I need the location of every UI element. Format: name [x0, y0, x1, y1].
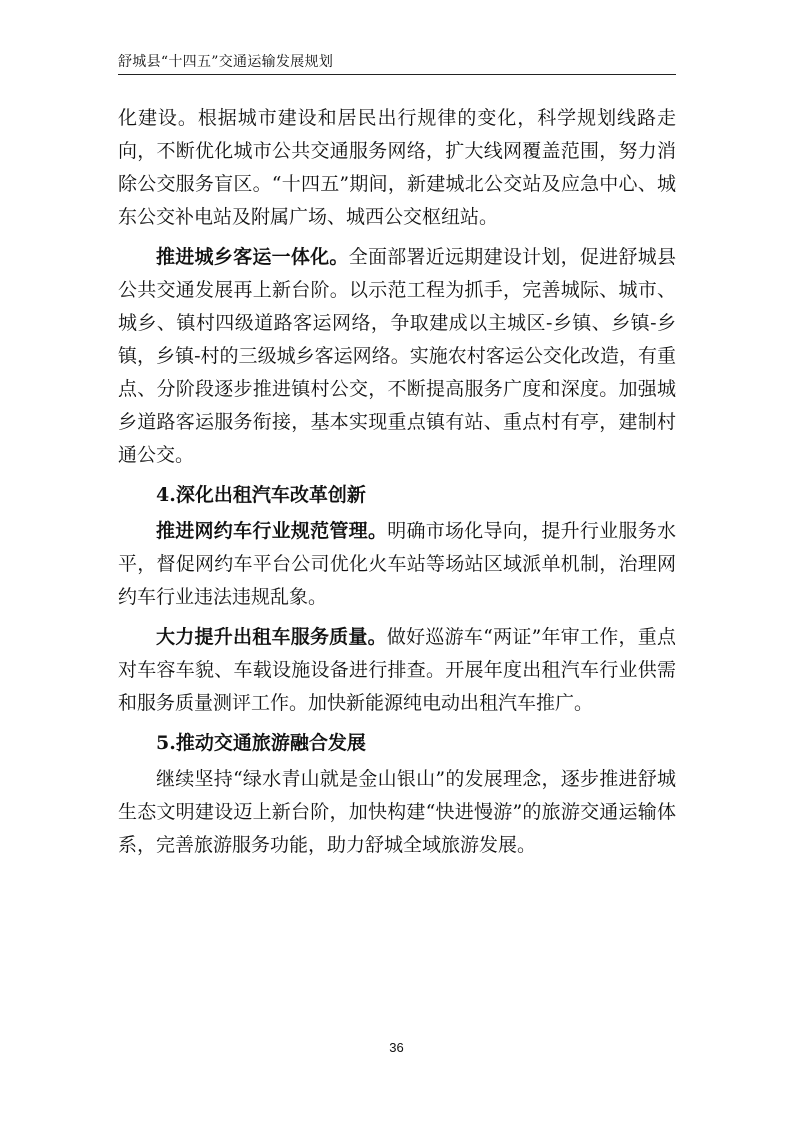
- paragraph-text: 继续坚持“绿水青山就是金山银山”的发展理念，逐步推进舒城生态文明建设迈上新台阶，加快构建“快进慢游”的旅游交通运输体系，完善旅游服务功能，助力舒城全域旅游发展。: [118, 768, 676, 856]
- paragraph-lead: 推进网约车行业规范管理。: [156, 520, 388, 542]
- paragraph-lead: 大力提升出租车服务质量。: [156, 626, 387, 648]
- paragraph-lead: 推进城乡客运一体化。: [156, 246, 349, 268]
- paragraph-text: 明确市场化导向，提升行业服务水平，督促网约车平台公司优化火车站等场站区域派单机制，治理网约车行业违法违规乱象。: [118, 520, 676, 608]
- paragraph-urban-rural-passenger: [118, 241, 676, 472]
- section-heading-tourism-integration: 5.推动交通旅游融合发展: [156, 732, 366, 754]
- paragraph-text: 做好巡游车“两证”年审工作，重点对车容车貌、车载设施设备进行排查。开展年度出租汽车行业供需和服务质量测评工作。加快新能源纯电动出租汽车推广。: [118, 626, 676, 714]
- paragraph-text: 全面部署近远期建设计划，促进舒城县公共交通发展再上新台阶。以示范工程为抓手，完善城际、城市、城乡、镇村四级道路客运网络，争取建成以主城区-乡镇、乡镇-乡镇，乡镇-村的三级城乡客运网络。实施农村客运公交化改造，有重点、分阶段逐步推进镇村公交，不断提高服务广度和深度。加强城乡道路客运服务衔接，基本实现重点镇有站、重点村有亭，建制村通公交。: [118, 246, 676, 466]
- paragraph-ride-hailing: [118, 515, 676, 614]
- header-title: 舒城县“十四五”交通运输发展规划: [118, 54, 334, 70]
- document-body: [118, 102, 676, 869]
- paragraph-text: 化建设。根据城市建设和居民出行规律的变化，科学规划线路走向，不断优化城市公共交通服务网络，扩大线网覆盖范围，努力消除公交服务盲区。“十四五”期间，新建城北公交站及应急中心、城东公交补电站及附属广场、城西公交枢纽站。: [118, 107, 676, 228]
- page-header: [118, 48, 676, 75]
- paragraph-taxi-service-quality: [118, 621, 676, 720]
- paragraph-public-transit-continued: [118, 102, 676, 234]
- paragraph-tourism: [118, 763, 676, 862]
- page-number: 36: [389, 1040, 404, 1055]
- section-heading-taxi-reform: 4.深化出租汽车改革创新: [156, 484, 366, 506]
